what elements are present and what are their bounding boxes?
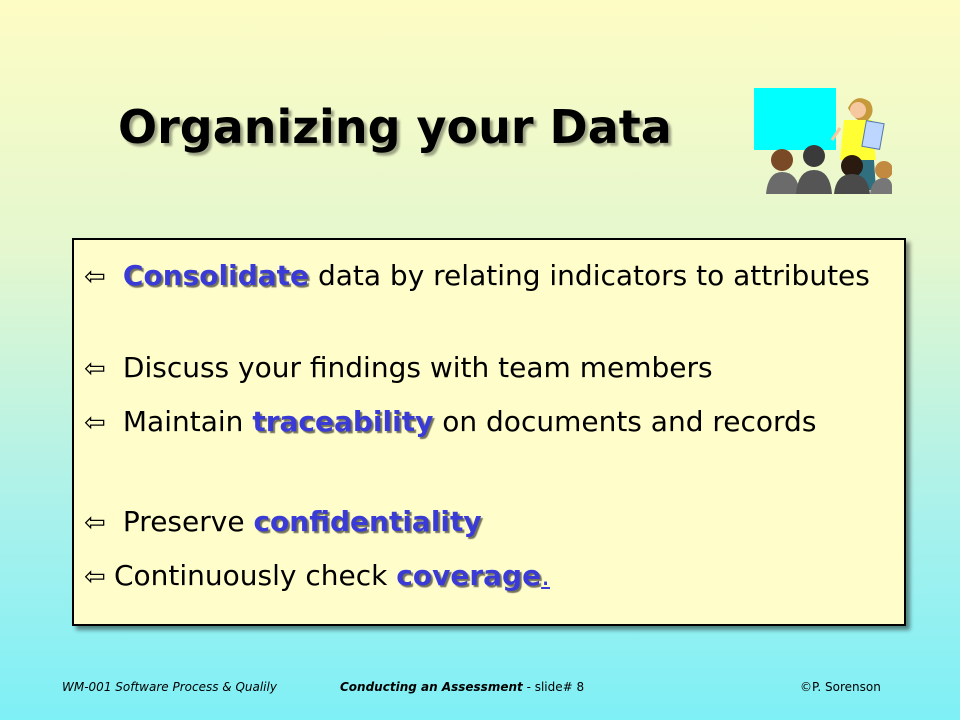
bullet-text: Discuss your findings with team members [114,351,713,384]
bullet-text: data by relating indicators to attributes [309,259,870,292]
left-arrow-icon: ⇦ [84,508,106,538]
bullet-keyword: traceability [252,405,434,438]
bullet-text: Continuously check [114,559,397,592]
content-box [72,238,906,626]
footer-slide-info [340,680,584,694]
footer-course: WM-001 Software Process & Qualily [62,680,277,694]
bullet-item [84,402,898,443]
left-arrow-icon: ⇦ [84,262,106,292]
left-arrow-icon: ⇦ [84,354,106,384]
footer-deck-title: Conducting an Assessment [340,680,523,694]
bullet-keyword: coverage [396,559,542,592]
footer-copyright: ©P. Sorenson [800,680,881,694]
presenter-with-audience-clipart [752,86,892,194]
bullet-text: Preserve [114,505,254,538]
bullet-item [84,556,898,597]
bullet-text: . [541,559,550,592]
bullet-text: Maintain [114,405,253,438]
slide-title: Organizing your Data [118,100,672,154]
bullet-keyword: confidentiality [253,505,482,538]
bullet-keyword: Consolidate [122,259,310,292]
footer-slide-number: - slide# 8 [522,680,585,694]
bullet-item [84,256,898,297]
bullet-text [114,259,123,292]
bullet-item [84,502,898,543]
bullet-item [84,348,898,389]
left-arrow-icon: ⇦ [84,408,106,438]
bullet-text: on documents and records [433,405,817,438]
left-arrow-icon: ⇦ [84,562,106,592]
